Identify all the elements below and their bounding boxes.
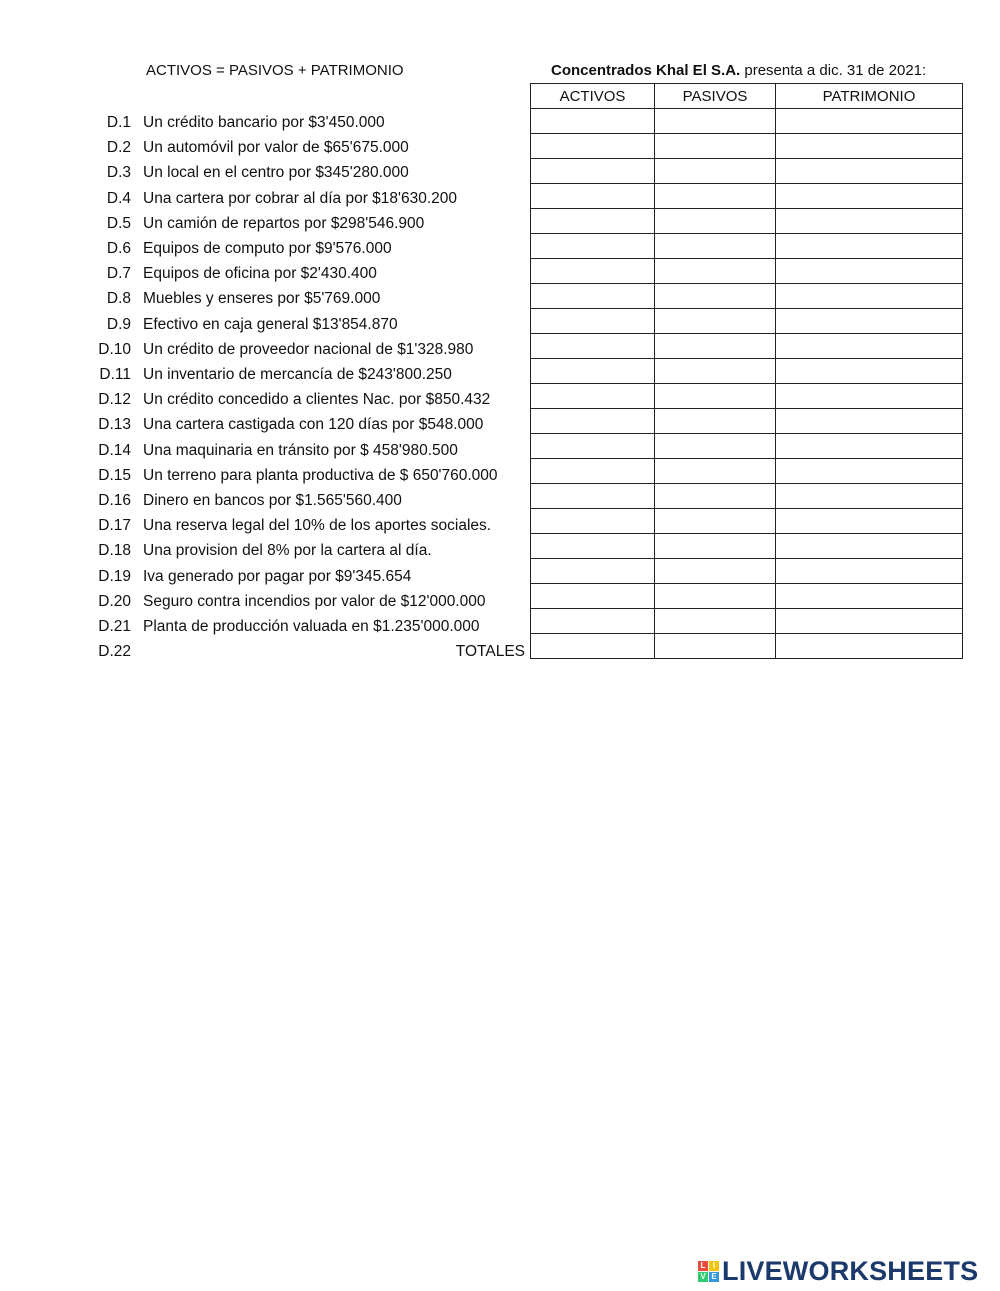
balance-table — [530, 83, 963, 659]
table-row — [531, 409, 963, 434]
answer-cell-pasivos[interactable] — [655, 184, 776, 209]
answer-cell-activos[interactable] — [531, 509, 655, 534]
answer-cell-patrimonio[interactable] — [776, 359, 963, 384]
table-row — [531, 459, 963, 484]
item-description: Seguro contra incendios por valor de $12'000.000 — [143, 592, 486, 610]
answer-cell-patrimonio[interactable] — [776, 459, 963, 484]
item-code: D.8 — [106, 290, 131, 308]
item-code: D.20 — [98, 592, 131, 610]
item-description: Efectivo en caja general $13'854.870 — [143, 315, 398, 333]
answer-cell-patrimonio[interactable] — [776, 159, 963, 184]
item-code: D.18 — [98, 542, 131, 560]
table-row — [531, 159, 963, 184]
table-row — [531, 534, 963, 559]
answer-cell-activos[interactable] — [531, 334, 655, 359]
logo-mark-letter: E — [709, 1272, 719, 1282]
item-code: D.4 — [106, 189, 131, 207]
item-description: Una cartera por cobrar al día por $18'630.200 — [143, 189, 458, 207]
item-description: Muebles y enseres por $5'769.000 — [143, 290, 381, 308]
column-header-pasivos: PASIVOS — [655, 84, 776, 109]
answer-cell-patrimonio[interactable] — [776, 559, 963, 584]
answer-cell-activos[interactable] — [531, 584, 655, 609]
logo-mark-letter: V — [698, 1272, 708, 1282]
item-code: D.16 — [98, 492, 131, 509]
answer-cell-activos[interactable] — [531, 409, 655, 434]
answer-cell-pasivos[interactable] — [655, 109, 776, 134]
answer-cell-activos[interactable] — [531, 434, 655, 459]
totals-table-row — [531, 634, 963, 659]
answer-cell-patrimonio[interactable] — [776, 434, 963, 459]
answer-cell-patrimonio[interactable] — [776, 209, 963, 234]
answer-cell-pasivos[interactable] — [655, 234, 776, 259]
item-description: Planta de producción valuada en $1.235'000.000 — [143, 618, 480, 635]
table-row — [531, 509, 963, 534]
table-row — [531, 259, 963, 284]
item-description: Un terreno para planta productiva de $ 650'760.000 — [143, 466, 498, 484]
item-code: D.3 — [106, 164, 131, 182]
answer-cell-activos[interactable] — [531, 459, 655, 484]
answer-cell-patrimonio[interactable] — [776, 609, 963, 634]
table-row — [531, 334, 963, 359]
answer-cell-pasivos[interactable] — [655, 334, 776, 359]
answer-cell-activos[interactable] — [531, 209, 655, 234]
table-row — [531, 359, 963, 384]
item-description: Una cartera castigada con 120 días por $548.000 — [143, 416, 484, 434]
table-row — [531, 584, 963, 609]
answer-cell-activos[interactable] — [531, 259, 655, 284]
answer-cell-patrimonio[interactable] — [776, 284, 963, 309]
answer-cell-patrimonio[interactable] — [776, 109, 963, 134]
answer-cell-pasivos[interactable] — [655, 584, 776, 609]
table-row — [531, 434, 963, 459]
answer-cell-pasivos[interactable] — [655, 384, 776, 409]
liveworksheets-logo — [698, 1256, 978, 1286]
answer-cell-activos[interactable] — [531, 184, 655, 209]
answer-cell-pasivos[interactable] — [655, 259, 776, 284]
answer-cell-pasivos[interactable] — [655, 359, 776, 384]
equation-title: ACTIVOS = PASIVOS + PATRIMONIO — [146, 62, 404, 79]
item-description: Un crédito bancario por $3'450.000 — [143, 114, 385, 131]
column-header-patrimonio: PATRIMONIO — [776, 84, 963, 109]
item-code: D.21 — [98, 618, 131, 635]
item-description: Iva generado por pagar por $9'345.654 — [143, 567, 412, 585]
answer-cell-pasivos[interactable] — [655, 209, 776, 234]
item-description: Un inventario de mercancía de $243'800.250 — [143, 366, 452, 383]
answer-cell-activos[interactable] — [531, 134, 655, 159]
totals-label: TOTALES — [455, 643, 525, 661]
answer-cell-pasivos[interactable] — [655, 134, 776, 159]
answer-cell-patrimonio[interactable] — [776, 334, 963, 359]
item-code: D.13 — [98, 416, 131, 434]
item-description: Un camión de repartos por $298'546.900 — [143, 214, 425, 232]
answer-cell-patrimonio[interactable] — [776, 509, 963, 534]
answer-cell-pasivos[interactable] — [655, 284, 776, 309]
answer-cell-patrimonio[interactable] — [776, 409, 963, 434]
answer-cell-activos[interactable] — [531, 609, 655, 634]
answer-cell-activos[interactable] — [531, 359, 655, 384]
answer-cell-patrimonio[interactable] — [776, 134, 963, 159]
table-row — [531, 559, 963, 584]
table-row — [531, 609, 963, 634]
answer-cell-pasivos[interactable] — [655, 459, 776, 484]
table-row — [531, 209, 963, 234]
item-code: D.9 — [106, 315, 131, 333]
answer-cell-patrimonio[interactable] — [776, 634, 963, 659]
table-row — [531, 109, 963, 134]
item-description: Un crédito concedido a clientes Nac. por $850.432 — [143, 391, 491, 409]
answer-cell-activos[interactable] — [531, 634, 655, 659]
answer-cell-pasivos[interactable] — [655, 484, 776, 509]
item-code: D.12 — [98, 391, 131, 409]
answer-cell-pasivos[interactable] — [655, 509, 776, 534]
answer-cell-patrimonio[interactable] — [776, 309, 963, 334]
answer-cell-pasivos[interactable] — [655, 434, 776, 459]
item-description: Una provision del 8% por la cartera al día. — [143, 542, 432, 560]
logo-mark-letter: I — [709, 1261, 719, 1271]
item-code: D.19 — [98, 567, 131, 585]
answer-cell-patrimonio[interactable] — [776, 534, 963, 559]
answer-cell-activos[interactable] — [531, 484, 655, 509]
table-row — [531, 384, 963, 409]
company-heading — [551, 62, 926, 79]
item-description: Una maquinaria en tránsito por $ 458'980.500 — [143, 441, 458, 459]
answer-cell-pasivos[interactable] — [655, 559, 776, 584]
table-row — [531, 309, 963, 334]
item-description: Dinero en bancos por $1.565'560.400 — [143, 492, 402, 509]
item-code: D.5 — [106, 214, 131, 232]
item-description: Equipos de computo por $9'576.000 — [143, 240, 392, 257]
table-row — [531, 484, 963, 509]
balance-header-row — [531, 84, 963, 109]
item-code: D.2 — [106, 139, 131, 157]
item-code: D.6 — [106, 240, 131, 257]
answer-cell-activos[interactable] — [531, 159, 655, 184]
answer-cell-activos[interactable] — [531, 384, 655, 409]
company-date: presenta a dic. 31 de 2021: — [740, 62, 927, 79]
table-row — [531, 234, 963, 259]
item-code: D.7 — [106, 265, 131, 283]
table-row — [531, 134, 963, 159]
answer-cell-patrimonio[interactable] — [776, 184, 963, 209]
item-description: Un automóvil por valor de $65'675.000 — [143, 139, 409, 157]
logo-mark-icon — [698, 1261, 719, 1282]
answer-cell-patrimonio[interactable] — [776, 259, 963, 284]
balance-table-body — [531, 109, 963, 659]
table-row — [531, 284, 963, 309]
answer-cell-activos[interactable] — [531, 534, 655, 559]
item-code: D.10 — [98, 340, 131, 358]
totals-code: D.22 — [98, 643, 131, 661]
item-description: Un crédito de proveedor nacional de $1'328.980 — [143, 340, 474, 358]
item-code: D.1 — [106, 114, 131, 131]
answer-cell-activos[interactable] — [531, 309, 655, 334]
column-header-activos: ACTIVOS — [531, 84, 655, 109]
answer-cell-activos[interactable] — [531, 559, 655, 584]
item-code: D.14 — [98, 441, 131, 459]
item-description: Una reserva legal del 10% de los aportes sociales. — [143, 517, 492, 535]
answer-cell-activos[interactable] — [531, 234, 655, 259]
answer-cell-activos[interactable] — [531, 284, 655, 309]
logo-text: LIVEWORKSHEETS — [722, 1255, 979, 1286]
table-row — [531, 184, 963, 209]
answer-cell-pasivos[interactable] — [655, 534, 776, 559]
answer-cell-patrimonio[interactable] — [776, 584, 963, 609]
answer-cell-pasivos[interactable] — [655, 309, 776, 334]
item-description: Un local en el centro por $345'280.000 — [143, 164, 409, 182]
answer-cell-pasivos[interactable] — [655, 609, 776, 634]
item-description: Equipos de oficina por $2'430.400 — [143, 265, 377, 283]
item-code: D.15 — [98, 466, 131, 484]
answer-cell-patrimonio[interactable] — [776, 234, 963, 259]
answer-cell-pasivos[interactable] — [655, 634, 776, 659]
answer-cell-patrimonio[interactable] — [776, 384, 963, 409]
answer-cell-pasivos[interactable] — [655, 159, 776, 184]
answer-cell-patrimonio[interactable] — [776, 484, 963, 509]
answer-cell-activos[interactable] — [531, 109, 655, 134]
answer-cell-pasivos[interactable] — [655, 409, 776, 434]
item-code: D.17 — [98, 517, 131, 535]
logo-mark-letter: L — [698, 1261, 708, 1271]
item-code: D.11 — [99, 366, 131, 383]
company-name: Concentrados Khal El S.A. — [551, 62, 741, 79]
